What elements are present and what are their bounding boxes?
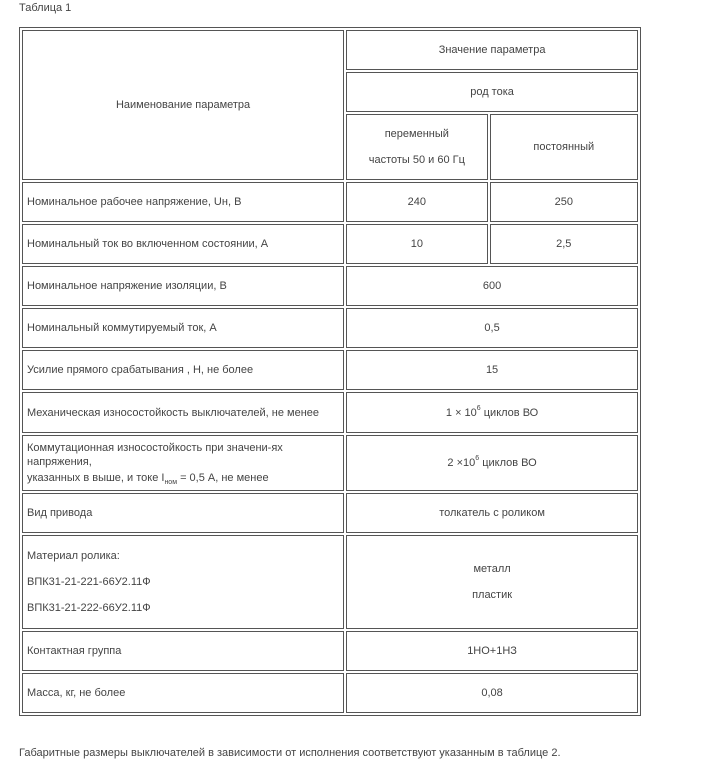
row-value: металл пластик <box>346 535 638 629</box>
row-value-ac: 10 <box>346 224 487 264</box>
row-value: толкатель с роликом <box>346 493 638 533</box>
table-row <box>22 224 638 264</box>
row-name: Механическая износостойкость выключателей, не менее <box>22 392 344 433</box>
header-param-name: Наименование параметра <box>22 30 344 180</box>
row-value: 15 <box>346 350 638 390</box>
row-value: $1 \times 10^6$ циклов ВО <box>346 392 638 433</box>
row-name: Материал ролика: ВПК31-21-221-66У2.11Ф ВПК31-21-222-66У2.11Ф <box>22 535 344 629</box>
table-row <box>22 308 638 348</box>
header-param-value: Значение параметра <box>346 30 638 70</box>
table-caption: Таблица 1 <box>19 2 72 14</box>
row-value: 1НО+1НЗ <box>346 631 638 671</box>
table-row <box>22 631 638 671</box>
table-row <box>22 435 638 491</box>
row-name: Номинальный коммутируемый ток, А <box>22 308 344 348</box>
row-name: Коммутационная износостойкость при значени-ях напряжения, указанных в выше, и токе $I_{ном} = 0,5$ А, не менее <box>22 435 344 491</box>
footer-note: Габаритные размеры выключателей в зависимости от исполнения соответствуют указанным в таблице 2. <box>19 747 561 759</box>
row-name: Контактная группа <box>22 631 344 671</box>
row-value-ac: 240 <box>346 182 487 222</box>
row-value-dc: 250 <box>490 182 638 222</box>
row-value: 600 <box>346 266 638 306</box>
row-value: $2 \times 10^6$ циклов ВО <box>346 435 638 491</box>
row-name: Номинальный ток во включенном состоянии, А <box>22 224 344 264</box>
row-name: Усилие прямого срабатывания , Н, не более <box>22 350 344 390</box>
row-value: 0,08 <box>346 673 638 713</box>
parameters-table <box>19 27 641 716</box>
table-row <box>22 535 638 629</box>
table-row <box>22 673 638 713</box>
table-row <box>22 392 638 433</box>
row-name: Масса, кг, не более <box>22 673 344 713</box>
row-name: Вид привода <box>22 493 344 533</box>
row-name: Номинальное рабочее напряжение, Uн, В <box>22 182 344 222</box>
table-row <box>22 493 638 533</box>
table-row <box>22 350 638 390</box>
header-current-kind: род тока <box>346 72 638 112</box>
row-value-dc: 2,5 <box>490 224 638 264</box>
row-value: 0,5 <box>346 308 638 348</box>
header-ac: переменный частоты 50 и 60 Гц <box>346 114 487 180</box>
header-dc: постоянный <box>490 114 638 180</box>
table-row <box>22 266 638 306</box>
row-name: Номинальное напряжение изоляции, В <box>22 266 344 306</box>
table-row <box>22 182 638 222</box>
